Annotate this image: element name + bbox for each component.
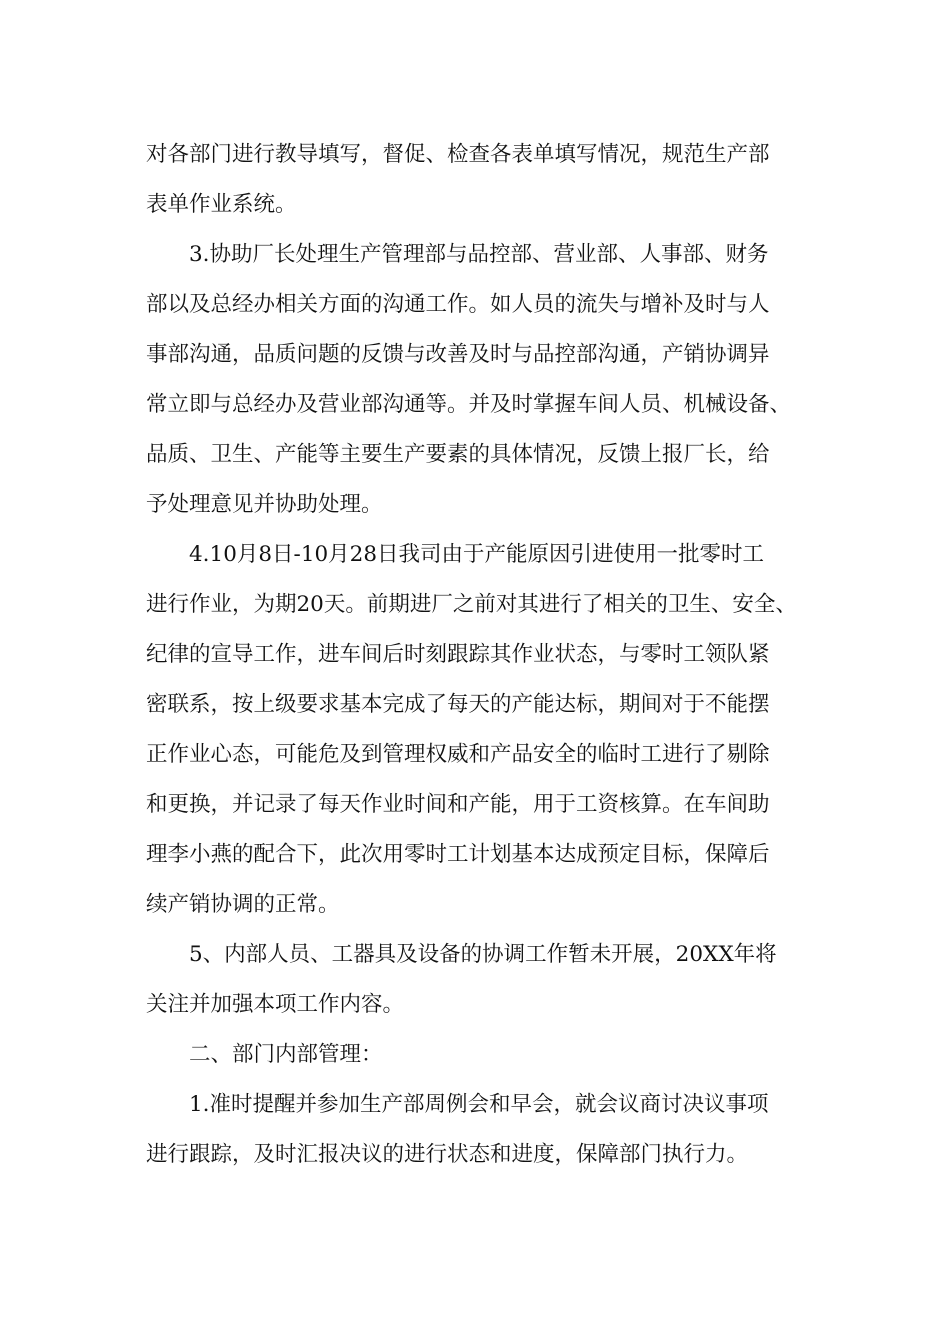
text-line: 正作业心态，可能危及到管理权威和产品安全的临时工进行了剔除	[146, 742, 770, 767]
document-body	[146, 130, 806, 1180]
text-line: 进行作业，为期20天。前期进厂之前对其进行了相关的卫生、安全、	[146, 592, 797, 617]
text-line: 和更换，并记录了每天作业时间和产能，用于工资核算。在车间助	[146, 792, 770, 817]
text-line: 续产销协调的正常。	[146, 892, 340, 917]
paragraph-4-line: 4.10月8日-10月28日我司由于产能原因引进使用一批零时工	[189, 542, 765, 567]
paragraph-3-line: 3.协助厂长处理生产管理部与品控部、营业部、人事部、财务	[189, 242, 769, 267]
text-line: 纪律的宣导工作，进车间后时刻跟踪其作业状态，与零时工领队紧	[146, 642, 770, 667]
section-item-1-line: 1.准时提醒并参加生产部周例会和早会，就会议商讨决议事项	[189, 1092, 769, 1117]
text-line: 事部沟通，品质问题的反馈与改善及时与品控部沟通，产销协调异	[146, 342, 770, 367]
text-line: 部以及总经办相关方面的沟通工作。如人员的流失与增补及时与人	[146, 292, 770, 317]
text-line: 对各部门进行教导填写，督促、检查各表单填写情况，规范生产部	[146, 142, 770, 167]
paragraph-5-line: 5、内部人员、工器具及设备的协调工作暂未开展，20XX年将	[189, 942, 777, 967]
text-line: 表单作业系统。	[146, 192, 297, 217]
text-line: 予处理意见并协助处理。	[146, 492, 383, 517]
section-heading: 二、部门内部管理：	[189, 1042, 383, 1067]
text-line: 常立即与总经办及营业部沟通等。并及时掌握车间人员、机械设备、	[146, 392, 792, 417]
text-line: 关注并加强本项工作内容。	[146, 992, 405, 1017]
text-line: 品质、卫生、产能等主要生产要素的具体情况，反馈上报厂长，给	[146, 442, 770, 467]
text-line: 进行跟踪，及时汇报决议的进行状态和进度，保障部门执行力。	[146, 1142, 749, 1167]
text-line: 理李小燕的配合下，此次用零时工计划基本达成预定目标，保障后	[146, 842, 770, 867]
text-line: 密联系，按上级要求基本完成了每天的产能达标，期间对于不能摆	[146, 692, 770, 717]
